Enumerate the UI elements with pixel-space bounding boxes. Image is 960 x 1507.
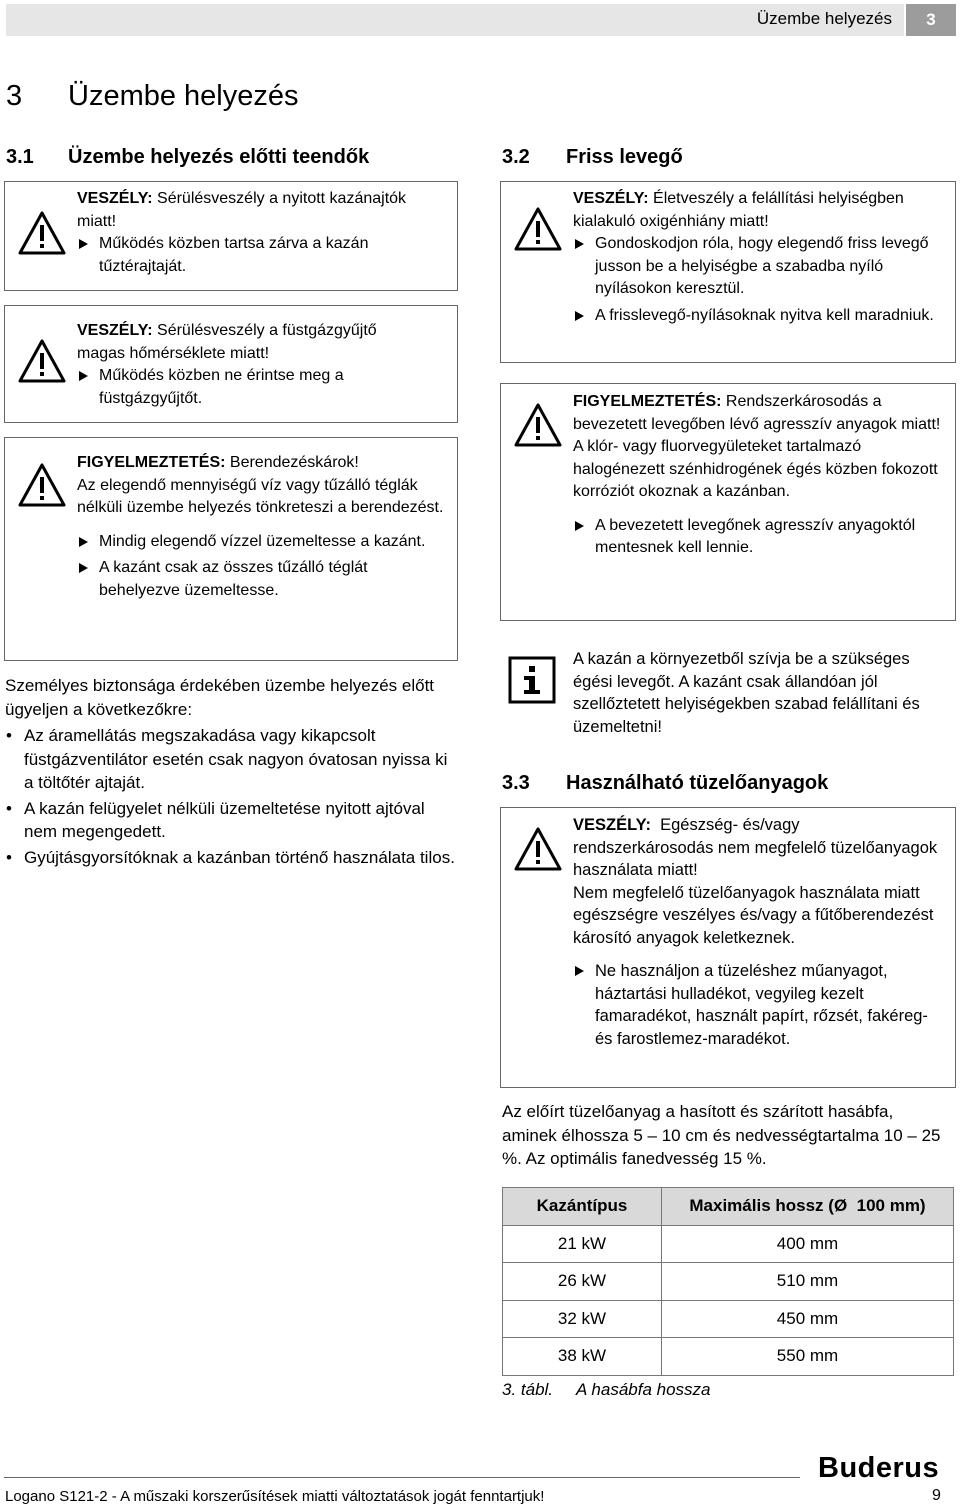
footer-rule [4, 1477, 800, 1478]
notice-text: Sérülésveszély a nyitott kazánajtók miatt! [77, 190, 407, 230]
header-section-title: Üzembe helyezés [756, 9, 892, 28]
section-heading-3-3 [502, 772, 828, 795]
column-header-max-length: Maximális hossz (Ø 100 mm) [662, 1188, 954, 1226]
section-number: 3.2 [502, 146, 530, 168]
notice-extra: Nem megfelelő tüzelőanyagok használata miatt egészségre veszélyes és/vagy a fűtőberendezést károsító anyagok keletkeznek. [573, 883, 934, 947]
table-caption-text: A hasábfa hossza [576, 1380, 711, 1399]
table-caption [502, 1380, 711, 1400]
notice-text: Sérülésveszély a füstgázgyűjtő magas hőmérséklete miatt! [77, 322, 377, 362]
notice-heading [573, 188, 943, 233]
notice-label: VESZÉLY: [77, 190, 153, 207]
cell-max-length: 510 mm [662, 1263, 954, 1301]
section-heading-3-2 [502, 146, 683, 169]
table-row [503, 1300, 954, 1338]
danger-notice-oxygen [500, 181, 956, 363]
log-length-table [502, 1187, 954, 1376]
section-number: 3.1 [6, 146, 34, 168]
bullet-item: • Az áramellátás megszakadása vagy kikapcsolt füstgázventilátor esetén csak nagyon óvatosan nyissa ki a töltőtér ajtaját. [5, 724, 455, 795]
action-item: Működés közben ne érintse meg a füstgázgyűjtőt. [77, 365, 417, 410]
notice-label: FIGYELMEZTETÉS: [77, 454, 226, 471]
action-item: Mindig elegendő vízzel üzemeltesse a kazánt. [77, 531, 447, 554]
section-title: Üzembe helyezés előtti teendők [68, 146, 370, 168]
notice-heading [573, 391, 943, 436]
warning-triangle-icon [17, 462, 67, 508]
cell-boiler-type: 38 kW [503, 1338, 662, 1376]
intro-text: Személyes biztonsága érdekében üzembe helyezés előtt ügyeljen a következőkre: [5, 676, 435, 719]
footer-text: Logano S121-2 - A műszaki korszerűsítések miatti változtatások jogát fenntartjuk! [5, 1488, 545, 1505]
info-note [500, 640, 956, 740]
warning-notice-equipment [4, 437, 458, 661]
info-icon [508, 656, 556, 704]
action-item: A kazánt csak az összes tűzálló téglát behelyezve üzemeltesse. [77, 557, 447, 602]
table-row [503, 1225, 954, 1263]
bullet-item: • A kazán felügyelet nélküli üzemeltetése nyitott ajtóval nem megengedett. [5, 797, 455, 844]
fuel-specification-text: Az előírt tüzelőanyag a hasított és szárított hasábfa, aminek élhossza 5 – 10 cm és nedvességtartalma 10 – 25 %. Az optimális fanedvesség 15 %. [502, 1102, 941, 1168]
cell-max-length: 450 mm [662, 1300, 954, 1338]
table-header-row [503, 1188, 954, 1226]
warning-notice-aggressive-air [500, 383, 956, 621]
warning-triangle-icon [17, 338, 67, 384]
cell-boiler-type: 21 kW [503, 1225, 662, 1263]
action-item: Működés közben tartsa zárva a kazán tűztérajtaját. [77, 233, 447, 278]
notice-text: Egészség- és/vagy rendszerkárosodás nem megfelelő tüzelőanyagok használata miatt! [573, 816, 942, 879]
warning-triangle-icon [513, 206, 563, 252]
notice-label: FIGYELMEZTETÉS: [573, 393, 722, 410]
action-item: A bevezetett levegőnek agresszív anyagoktól mentesnek kell lennie. [573, 515, 943, 560]
notice-extra: A klór- vagy fluorvegyületeket tartalmazó halogénezett szénhidrogének égés közben fokozott korróziót okoznak a kazánban. [573, 438, 938, 500]
cell-max-length: 400 mm [662, 1225, 954, 1263]
action-item: Ne használjon a tüzeléshez műanyagot, háztartási hulladékot, vegyileg kezelt famaradékot, használt papírt, rőzsét, fakéreg- és farostlemez-maradékot. [573, 960, 943, 1050]
notice-label: VESZÉLY: [573, 816, 651, 834]
notice-text: Életveszély a felállítási helyiségben kialakuló oxigénhiány miatt! [573, 190, 904, 230]
bullet-item: • Gyújtásgyorsítóknak a kazánban történő használata tilos. [5, 846, 455, 870]
brand-logo: Buderus [818, 1452, 940, 1484]
warning-triangle-icon [513, 402, 563, 448]
table-caption-number: 3. tábl. [502, 1380, 554, 1399]
notice-label: VESZÉLY: [573, 190, 649, 207]
action-item: Gondoskodjon róla, hogy elegendő friss levegő jusson be a helyiségbe a szabadba nyíló nyílásokon keresztül. [573, 233, 943, 301]
section-title: Friss levegő [566, 146, 683, 168]
cell-boiler-type: 26 kW [503, 1263, 662, 1301]
info-text: A kazán a környezetből szívja be a szükséges égési levegőt. A kazánt csak állandóan jól szellőztetett helyiségekben szabad felállítani és üzemeltetni! [573, 650, 920, 736]
chapter-title: Üzembe helyezés [68, 80, 299, 112]
chapter-number: 3 [6, 80, 23, 112]
notice-heading [77, 188, 447, 233]
cell-max-length: 550 mm [662, 1338, 954, 1376]
notice-heading [77, 320, 417, 365]
notice-extra: Az elegendő mennyiségű víz vagy tűzálló téglák nélküli üzembe helyezés tönkreteszi a berendezést. [77, 476, 444, 516]
cell-boiler-type: 32 kW [503, 1300, 662, 1338]
chapter-heading [6, 80, 299, 113]
notice-text: Berendezéskárok! [225, 454, 359, 471]
action-item: A frisslevegő-nyílásoknak nyitva kell maradniuk. [573, 305, 943, 328]
warning-triangle-icon [17, 210, 67, 256]
section-heading-3-1 [6, 146, 369, 169]
table-row [503, 1338, 954, 1376]
table-row [503, 1263, 954, 1301]
danger-notice-doors [4, 181, 458, 291]
safety-instructions [5, 674, 455, 869]
section-number: 3.3 [502, 772, 530, 794]
notice-label: VESZÉLY: [77, 322, 153, 339]
danger-notice-fuel [500, 807, 956, 1088]
notice-text: Rendszerkárosodás a bevezetett levegőben lévő agresszív anyagok miatt! [573, 393, 941, 433]
notice-heading [77, 452, 447, 475]
notice-heading [573, 814, 943, 882]
column-header-boiler-type: Kazántípus [503, 1188, 662, 1226]
page-number: 9 [932, 1487, 941, 1504]
header-section-number: 3 [906, 4, 956, 36]
section-title: Használható tüzelőanyagok [566, 772, 829, 794]
danger-notice-flue [4, 305, 458, 423]
warning-triangle-icon [513, 826, 563, 872]
